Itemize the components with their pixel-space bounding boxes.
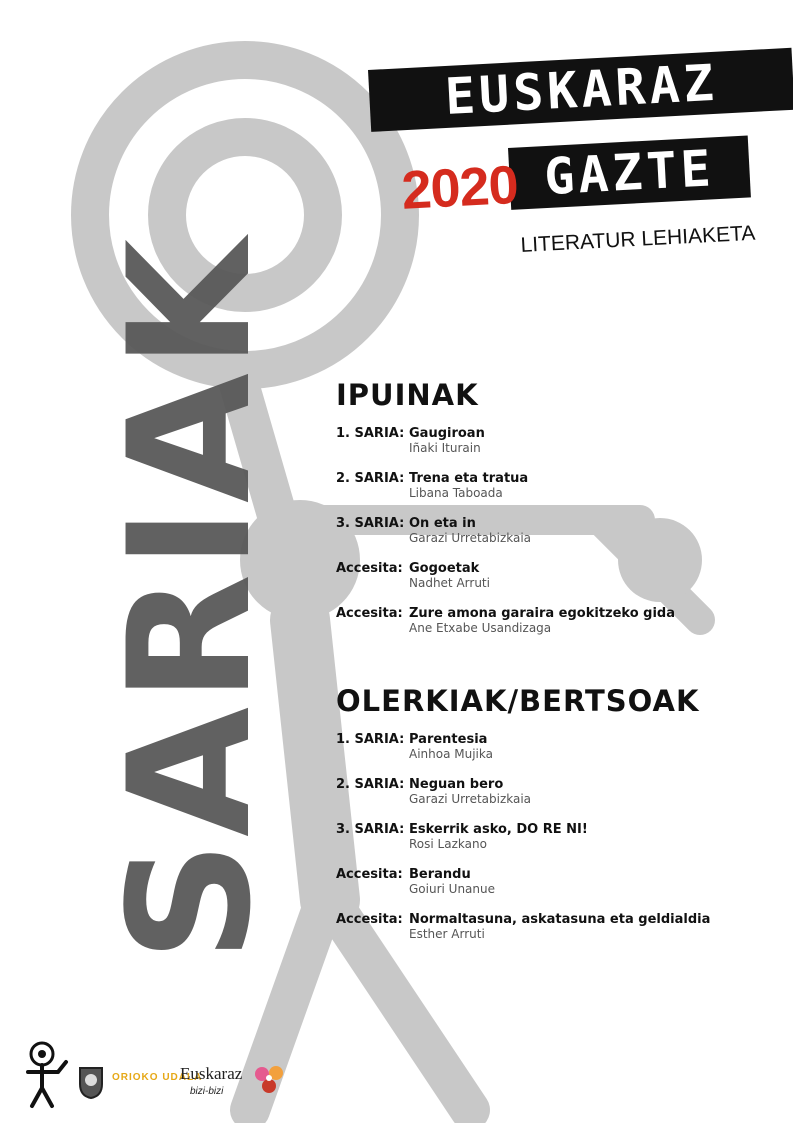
award-entry (336, 732, 756, 762)
section-ipuinak (336, 378, 756, 651)
author-name: Garazi Urretabizkaia (409, 792, 532, 806)
work-title: Neguan bero (409, 777, 504, 792)
award-label: Accesita: (336, 912, 403, 927)
bizi-bizi-logo-text: bizi-bizi (190, 1086, 224, 1097)
section-heading: OLERKIAK/BERTSOAK (336, 684, 700, 718)
coat-of-arms-icon (76, 1064, 106, 1100)
award-label: 2. SARIA: (336, 471, 405, 486)
award-entry (336, 426, 756, 456)
award-label: Accesita: (336, 867, 403, 882)
award-entry (336, 912, 756, 942)
award-entry (336, 561, 756, 591)
author-name: Rosi Lazkano (409, 837, 487, 851)
author-name: Goiuri Unanue (409, 882, 495, 896)
work-title: Zure amona garaira egokitzeko gida (409, 606, 676, 621)
author-name: Esther Arruti (409, 927, 485, 941)
work-title: On eta in (409, 516, 476, 531)
award-entry (336, 777, 756, 807)
work-title: Gogoetak (409, 561, 480, 576)
award-label: 3. SARIA: (336, 516, 405, 531)
title-gazte: GAZTE (508, 135, 751, 209)
award-entry (336, 471, 756, 501)
euskaraz-logo-text: Euskaraz (180, 1064, 243, 1083)
author-name: Iñaki Iturain (409, 441, 481, 455)
award-label: Accesita: (336, 606, 403, 621)
author-name: Garazi Urretabizkaia (409, 531, 532, 545)
award-entry (336, 867, 756, 897)
author-name: Ane Etxabe Usandizaga (409, 621, 552, 635)
sponsor-logos (20, 1040, 320, 1110)
vertical-title-sariak: SARIAK (92, 234, 288, 962)
title-euskaraz: EUSKARAZ (368, 48, 793, 132)
work-title: Parentesia (409, 732, 488, 747)
work-title: Trena eta tratua (409, 471, 529, 486)
spiral-figure-logo-icon (20, 1040, 80, 1110)
award-label: Accesita: (336, 561, 403, 576)
subtitle: LITERATUR LEHIAKETA (520, 221, 756, 257)
award-entry (336, 822, 756, 852)
award-label: 3. SARIA: (336, 822, 405, 837)
work-title: Normaltasuna, askatasuna eta geldialdia (409, 912, 711, 927)
work-title: Eskerrik asko, DO RE NI! (409, 822, 588, 837)
work-title: Gaugiroan (409, 426, 485, 441)
author-name: Libana Taboada (409, 486, 503, 500)
author-name: Ainhoa Mujika (409, 747, 493, 761)
award-label: 2. SARIA: (336, 777, 405, 792)
orio-town-logo-text: ORIOKO UDALA (112, 1072, 203, 1083)
award-label: 1. SARIA: (336, 732, 405, 747)
work-title: Berandu (409, 867, 471, 882)
award-entry (336, 516, 756, 546)
flower-logo-icon (252, 1062, 288, 1098)
year-label: 2020 (400, 154, 520, 221)
author-name: Nadhet Arruti (409, 576, 490, 590)
section-heading: IPUINAK (336, 378, 479, 412)
award-entry (336, 606, 756, 636)
award-label: 1. SARIA: (336, 426, 405, 441)
section-olerkiak-bertsoak (336, 684, 756, 957)
